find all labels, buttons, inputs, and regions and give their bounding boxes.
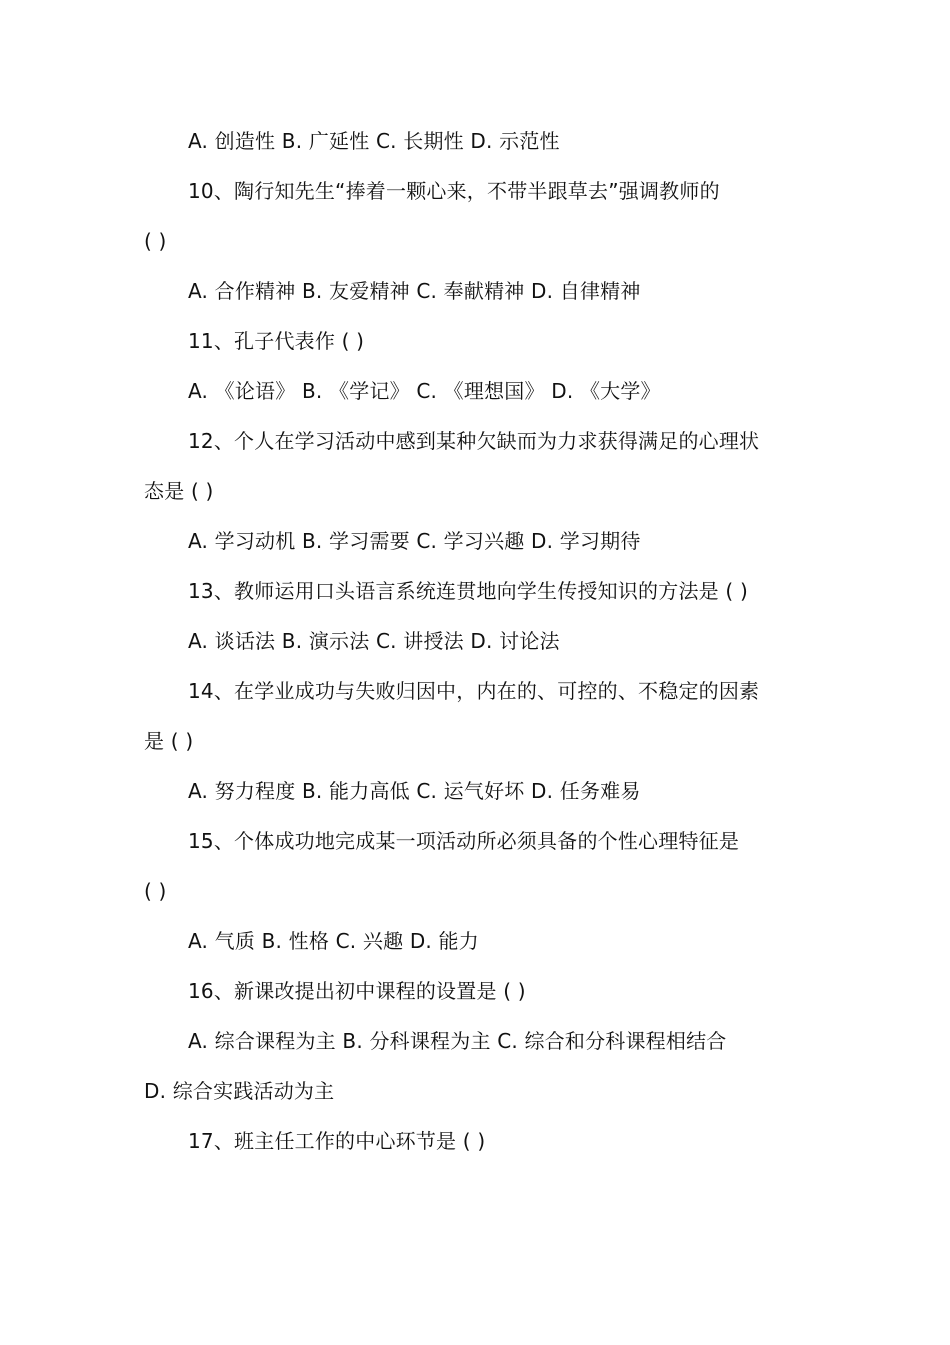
q12-question: 12、个人在学习活动中感到某种欠缺而为力求获得满足的心理状 xyxy=(188,429,760,453)
q15-question: 15、个体成功地完成某一项活动所必须具备的个性心理特征是 xyxy=(188,829,740,853)
q15-question-cont: ( ) xyxy=(144,879,167,903)
q11-question: 11、孔子代表作 ( ) xyxy=(188,329,365,353)
q14-question: 14、在学业成功与失败归因中，内在的、可控的、不稳定的因素 xyxy=(188,679,760,703)
q11-options: A. 《论语》 B. 《学记》 C. 《理想国》 D. 《大学》 xyxy=(188,379,661,403)
q16-options-cont: D. 综合实践活动为主 xyxy=(144,1079,335,1103)
q17-question: 17、班主任工作的中心环节是 ( ) xyxy=(188,1129,486,1153)
q10-options: A. 合作精神 B. 友爱精神 C. 奉献精神 D. 自律精神 xyxy=(188,279,641,303)
q13-question: 13、教师运用口头语言系统连贯地向学生传授知识的方法是 ( ) xyxy=(188,579,748,603)
q13-options: A. 谈话法 B. 演示法 C. 讲授法 D. 讨论法 xyxy=(188,629,560,653)
q12-question-cont: 态是 ( ) xyxy=(144,479,214,503)
q14-question-cont: 是 ( ) xyxy=(144,729,194,753)
q10-question: 10、陶行知先生“捧着一颗心来，不带半跟草去”强调教师的 xyxy=(188,179,720,203)
q10-question-cont: ( ) xyxy=(144,229,167,253)
q16-question: 16、新课改提出初中课程的设置是 ( ) xyxy=(188,979,526,1003)
q9-options: A. 创造性 B. 广延性 C. 长期性 D. 示范性 xyxy=(188,129,560,153)
q16-options: A. 综合课程为主 B. 分科课程为主 C. 综合和分科课程相结合 xyxy=(188,1029,727,1053)
q14-options: A. 努力程度 B. 能力高低 C. 运气好坏 D. 任务难易 xyxy=(188,779,641,803)
q12-options: A. 学习动机 B. 学习需要 C. 学习兴趣 D. 学习期待 xyxy=(188,529,641,553)
q15-options: A. 气质 B. 性格 C. 兴趣 D. 能力 xyxy=(188,929,479,953)
